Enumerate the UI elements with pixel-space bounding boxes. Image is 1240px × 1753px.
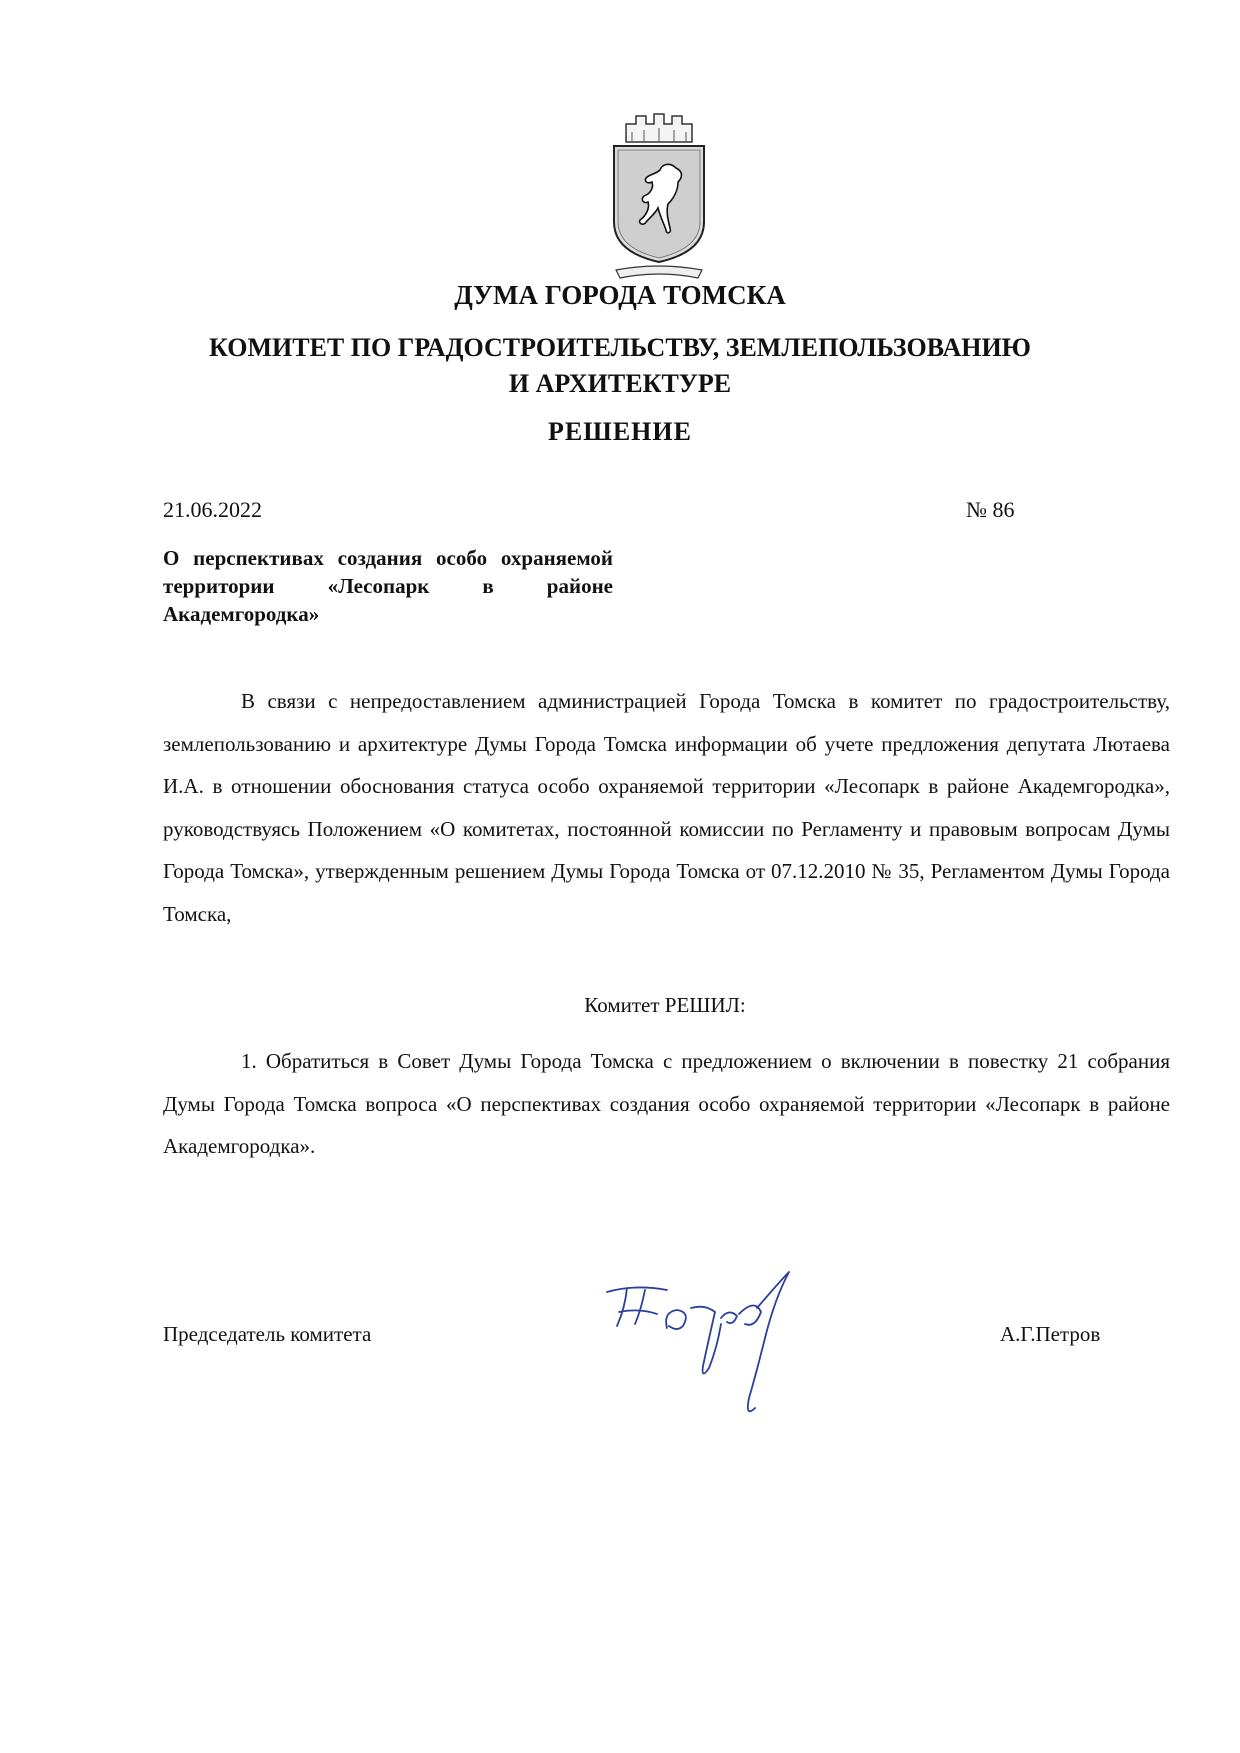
handwritten-signature <box>605 1268 845 1438</box>
committee-title-line1: КОМИТЕТ ПО ГРАДОСТРОИТЕЛЬСТВУ, ЗЕМЛЕПОЛЬЗОВАНИЮ <box>209 333 1031 362</box>
coat-of-arms-icon <box>604 112 714 282</box>
organization-title: ДУМА ГОРОДА ТОМСКА <box>454 280 786 310</box>
document-type: РЕШЕНИЕ <box>548 417 692 446</box>
document-date: 21.06.2022 <box>163 497 262 522</box>
document-subject: О перспективах создания особо охраняемой территории «Лесопарк в районе Академгородка» <box>163 546 613 626</box>
resolution-heading: Комитет РЕШИЛ: <box>584 993 746 1017</box>
signer-position: Председатель комитета <box>163 1322 372 1346</box>
body-paragraph-2: 1. Обратиться в Совет Думы Города Томска с предложением о включении в повестку 21 собрания Думы Города Томска вопроса «О перспективах создания особо охраняемой территории «Лесопарк в районе Академгородка». <box>163 1049 1170 1158</box>
document-number: № 86 <box>966 497 1015 522</box>
committee-title <box>0 330 1240 402</box>
body-paragraph-1: В связи с непредоставлением администрацией Города Томска в комитет по градостроительству, землепользованию и архитектуре Думы Города Томска информации об учете предложения депутата Лютаева И.А. в отношении обоснования статуса особо охраняемой территории «Лесопарк в районе Академгородка», руководствуясь Положением «О комитетах, постоянной комиссии по Регламенту и правовым вопросам Думы Города Томска», утвержденным решением Думы Города Томска от 07.12.2010 № 35, Регламентом Думы Города Томска, <box>163 689 1170 926</box>
signer-name: А.Г.Петров <box>1000 1322 1101 1346</box>
committee-title-line2: И АРХИТЕКТУРЕ <box>508 369 732 398</box>
